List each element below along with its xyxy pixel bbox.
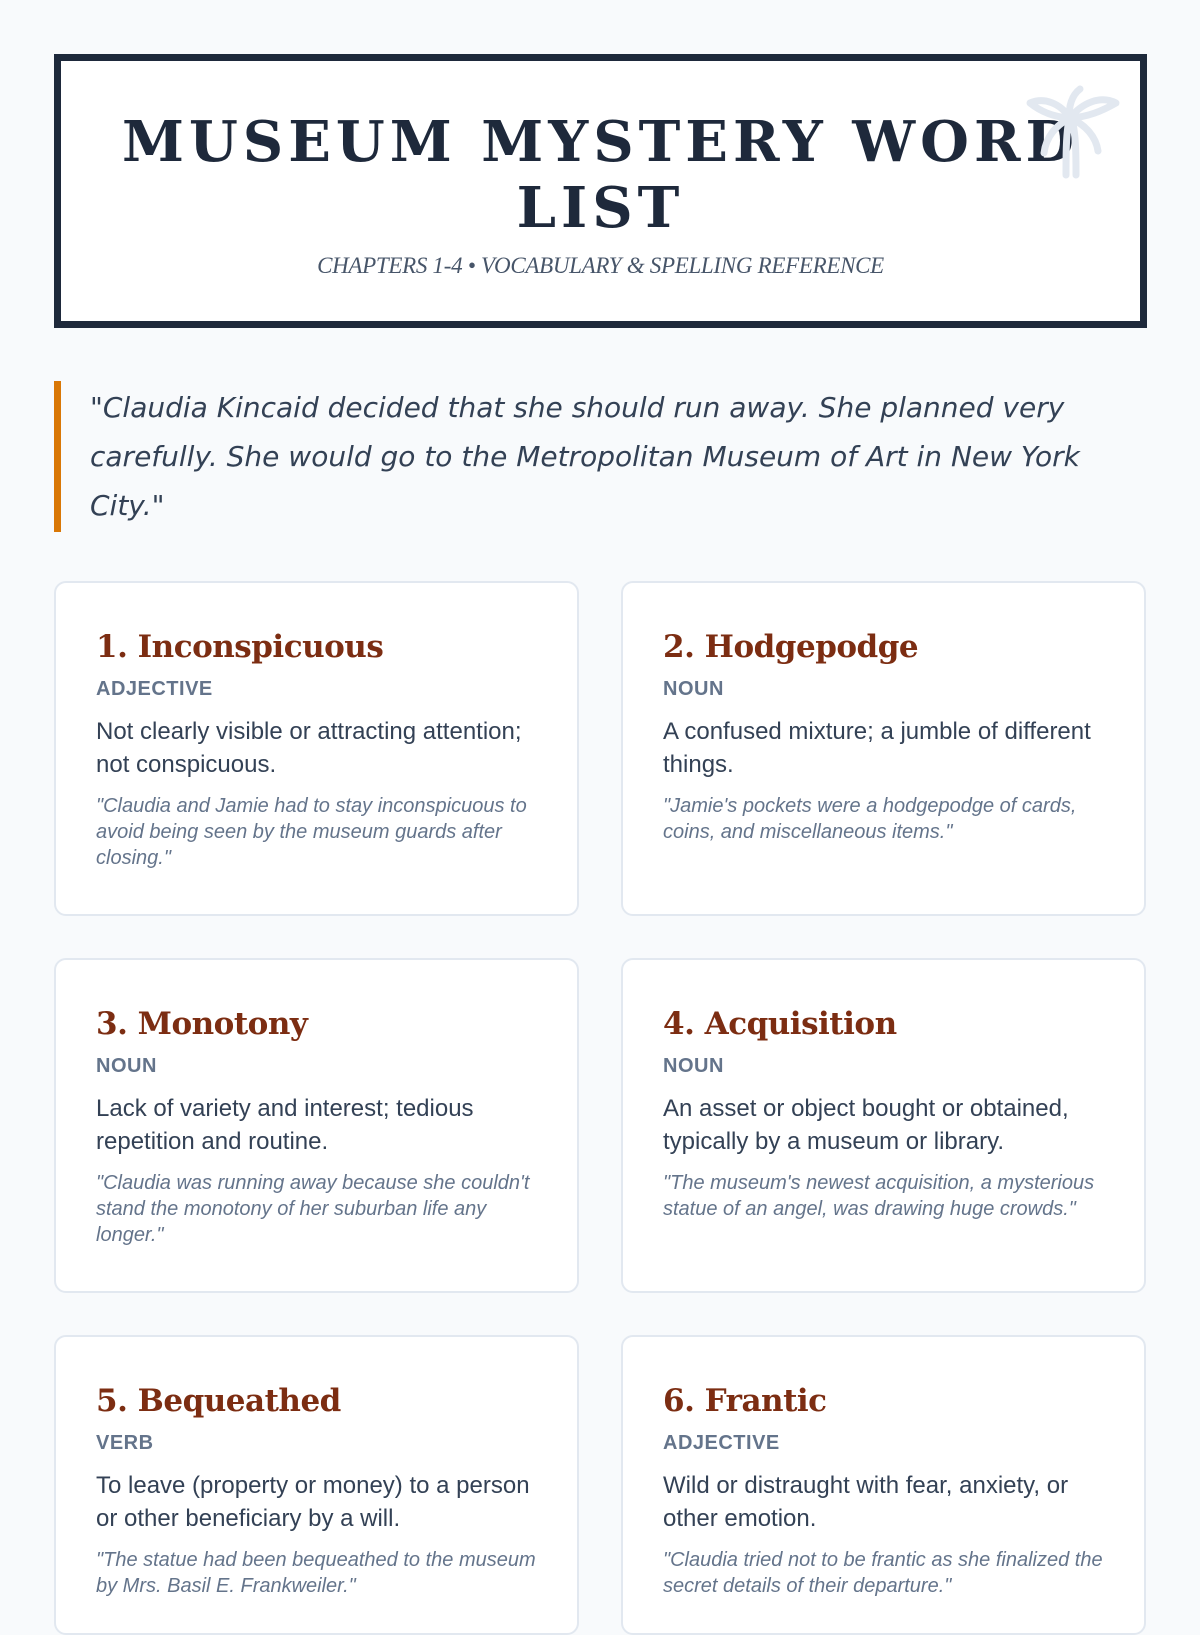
part-of-speech: NOUN xyxy=(663,1055,724,1077)
example-sentence: "Claudia was running away because she couldn't stand the monotony of her suburban life any longer." xyxy=(96,1172,530,1246)
word-card-6 xyxy=(621,1335,1146,1635)
word-title: 6. Frantic xyxy=(663,1383,827,1419)
example-sentence: "Claudia tried not to be frantic as she finalized the secret details of their departure." xyxy=(663,1549,1103,1597)
word-definition: Wild or distraught with fear, anxiety, or other emotion. xyxy=(663,1472,1069,1532)
palm-tree-icon xyxy=(1022,83,1122,183)
word-definition: Not clearly visible or attracting attention; not conspicuous. xyxy=(96,718,522,778)
word-list-page xyxy=(54,54,1147,1597)
part-of-speech: NOUN xyxy=(663,678,724,700)
word-card-1 xyxy=(54,581,579,916)
word-title: 1. Inconspicuous xyxy=(96,629,384,665)
word-card-3 xyxy=(54,958,579,1293)
word-card-4 xyxy=(621,958,1146,1293)
page-subtitle: CHAPTERS 1-4 • VOCABULARY & SPELLING REFERENCE xyxy=(317,253,884,278)
part-of-speech: ADJECTIVE xyxy=(96,678,213,700)
example-sentence: "Jamie's pockets were a hodgepodge of cards, coins, and miscellaneous items." xyxy=(663,795,1077,843)
word-title: 3. Monotony xyxy=(96,1006,308,1042)
word-card-5 xyxy=(54,1335,579,1635)
word-title: 2. Hodgepodge xyxy=(663,629,919,665)
part-of-speech: NOUN xyxy=(96,1055,157,1077)
word-title: 4. Acquisition xyxy=(663,1006,897,1042)
example-sentence: "Claudia and Jamie had to stay inconspicuous to avoid being seen by the museum guards after closing." xyxy=(96,795,527,869)
word-definition: Lack of variety and interest; tedious repetition and routine. xyxy=(96,1095,474,1155)
word-definition: An asset or object bought or obtained, typically by a museum or library. xyxy=(663,1095,1069,1155)
part-of-speech: VERB xyxy=(96,1432,154,1454)
example-sentence: "The museum's newest acquisition, a mysterious statue of an angel, was drawing huge crowds." xyxy=(663,1172,1095,1220)
example-sentence: "The statue had been bequeathed to the museum by Mrs. Basil E. Frankweiler." xyxy=(96,1549,536,1597)
part-of-speech: ADJECTIVE xyxy=(663,1432,780,1454)
page-title: MUSEUM MYSTERY WORD LIST xyxy=(121,109,1080,241)
word-card-2 xyxy=(621,581,1146,916)
word-title: 5. Bequeathed xyxy=(96,1383,341,1419)
header-box xyxy=(54,54,1147,328)
word-definition: To leave (property or money) to a person or other beneficiary by a will. xyxy=(96,1472,530,1532)
word-definition: A confused mixture; a jumble of different things. xyxy=(663,718,1091,778)
intro-quote: "Claudia Kincaid decided that she should run away. She planned very carefully. She would go to the Metropolitan Museum of Art in New York City." xyxy=(54,381,1147,532)
